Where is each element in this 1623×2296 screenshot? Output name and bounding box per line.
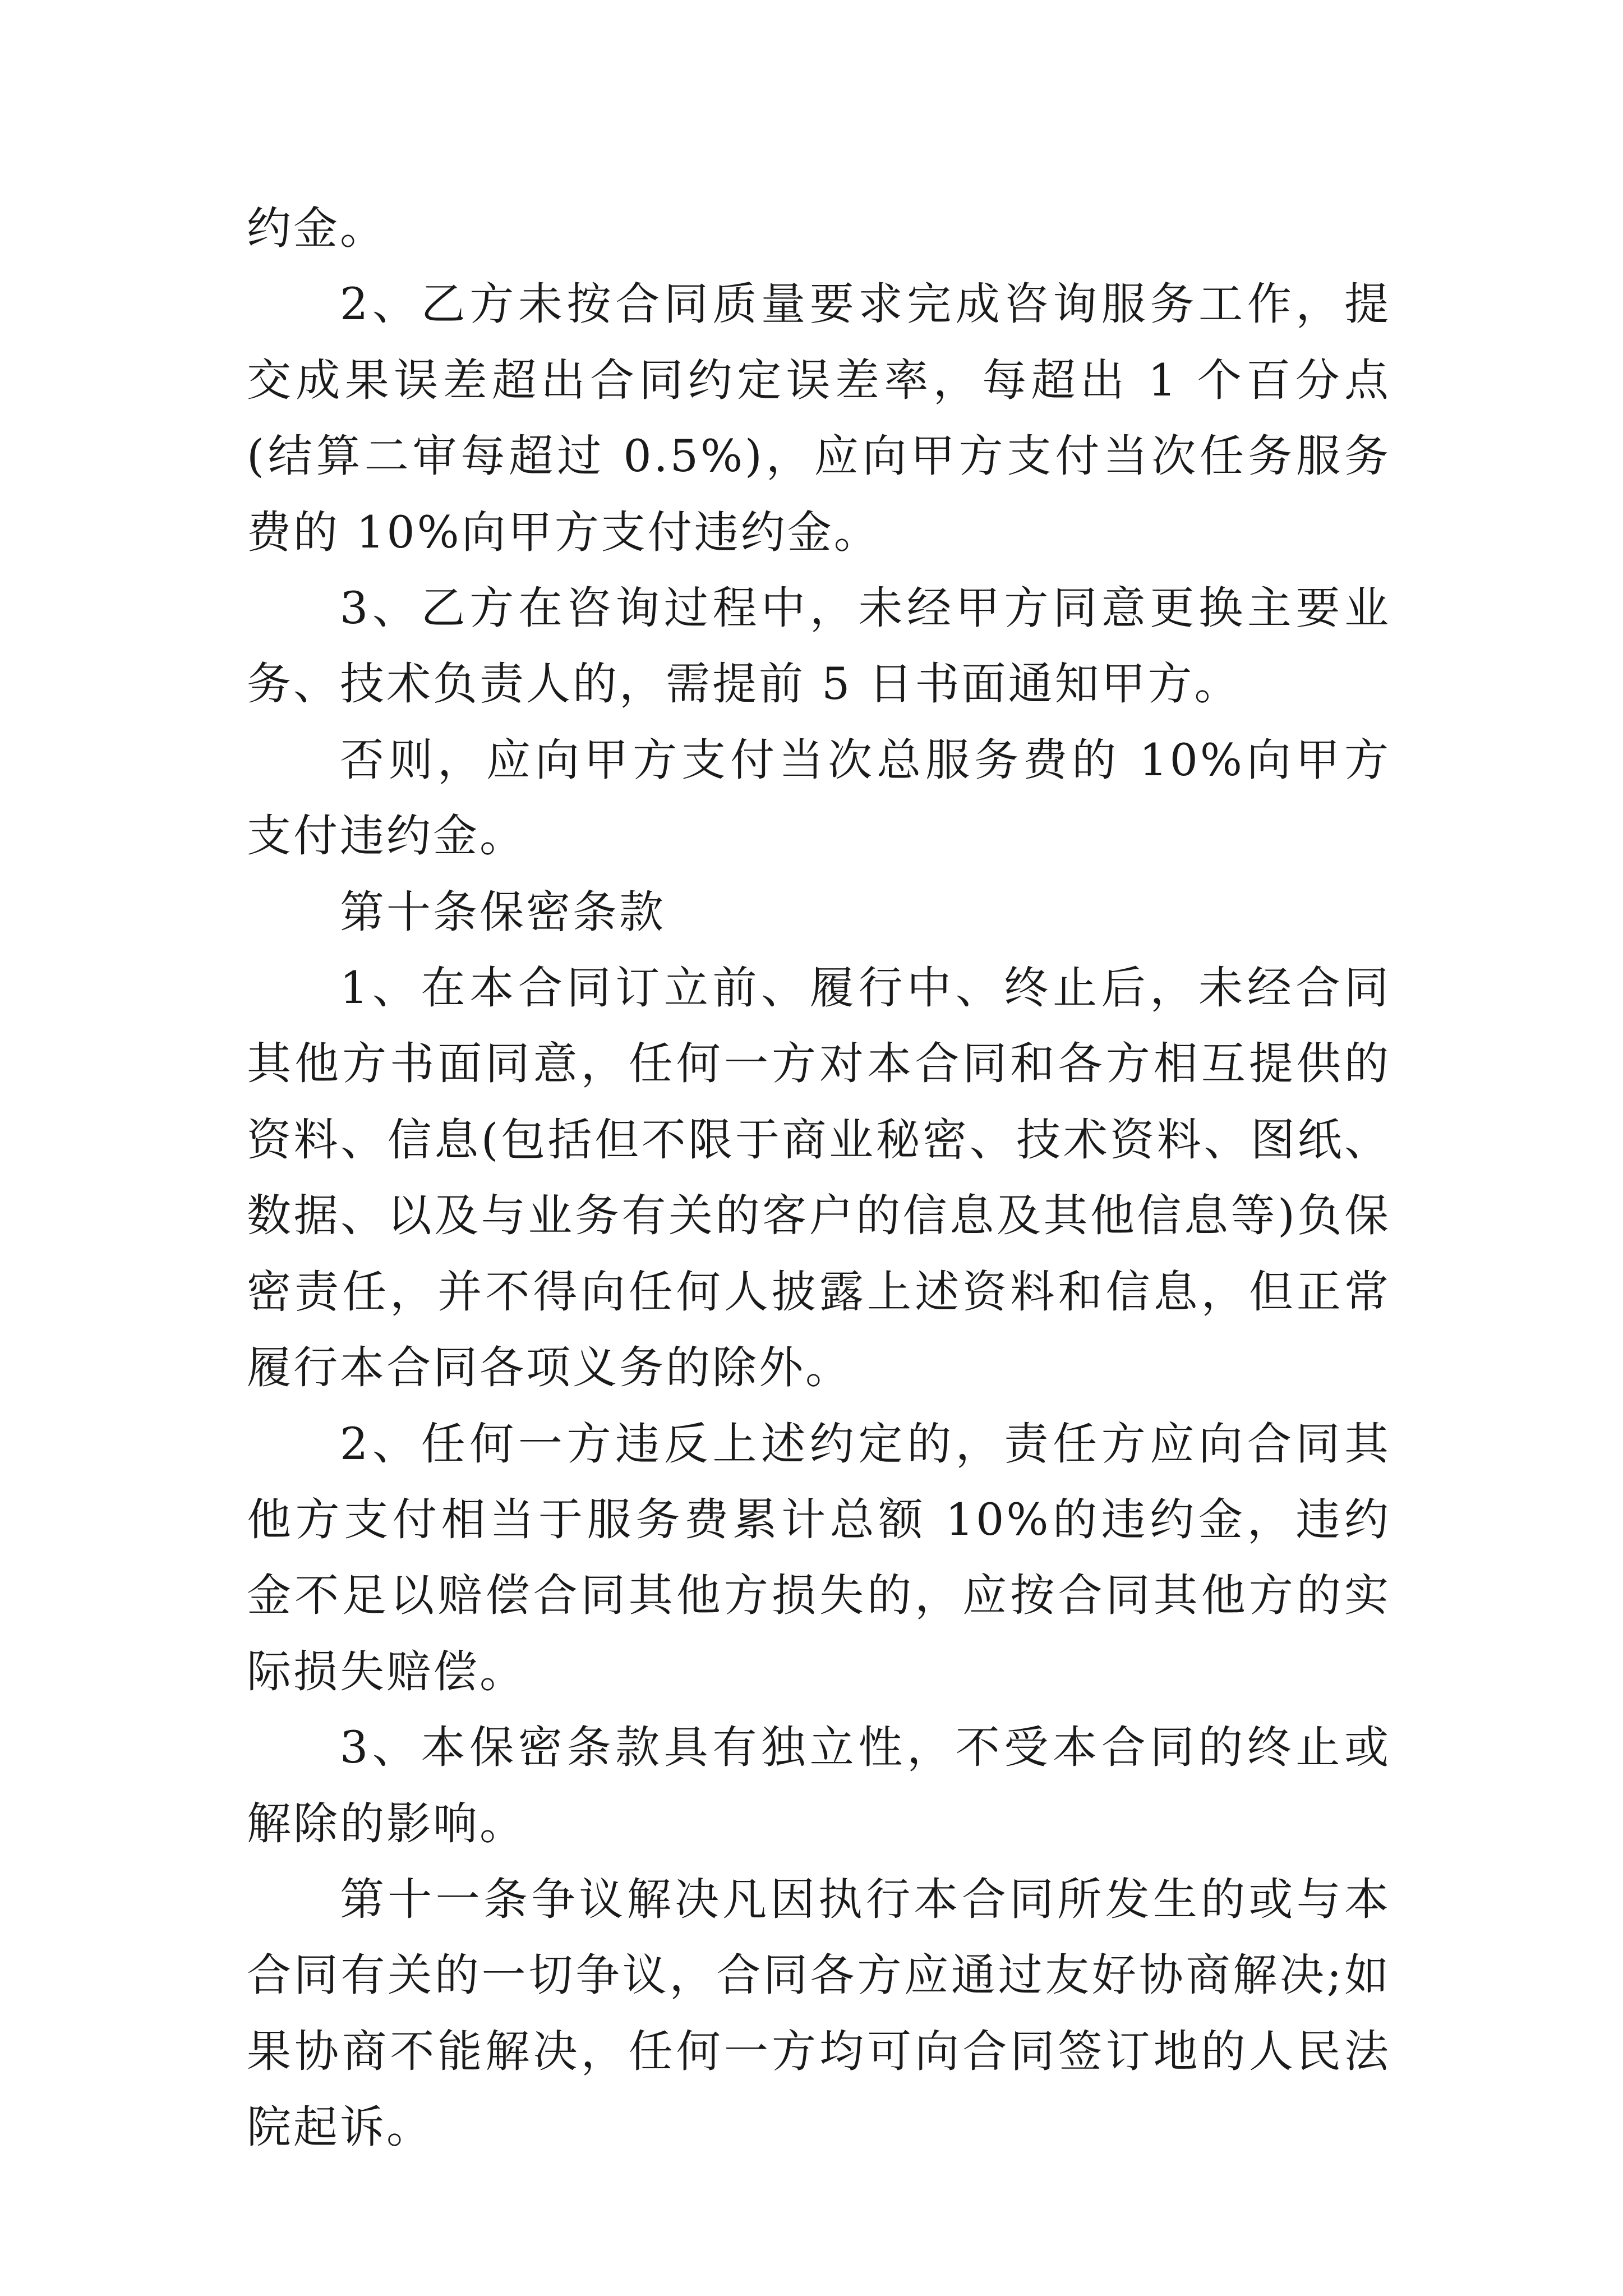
paragraph-article-11-dispute: 第十一条争议解决凡因执行本合同所发生的或与本合同有关的一切争议，合同各方应通过友好协商解决;如果协商不能解决，任何一方均可向合同签订地的人民法院起诉。 [247, 1873, 1391, 2154]
paragraph-clause-3-personnel: 3、乙方在咨询过程中，未经甲方同意更换主要业务、技术负责人的，需提前 5 日书面通知甲方。 [247, 582, 1391, 710]
paragraph-clause-2-quality: 2、乙方未按合同质量要求完成咨询服务工作，提交成果误差超出合同约定误差率，每超出 1 个百分点(结算二审每超过 0.5%)，应向甲方支付当次任务服务费的 10%向甲方支付违约金。 [247, 278, 1391, 558]
paragraph-confidentiality-3: 3、本保密条款具有独立性，不受本合同的终止或解除的影响。 [247, 1722, 1391, 1849]
paragraph-otherwise: 否则，应向甲方支付当次总服务费的 10%向甲方支付违约金。 [247, 734, 1391, 862]
paragraph-confidentiality-2: 2、任何一方违反上述约定的，责任方应向合同其他方支付相当于服务费累计总额 10%的违约金，违约金不足以赔偿合同其他方损失的，应按合同其他方的实际损失赔偿。 [247, 1418, 1391, 1697]
paragraph-confidentiality-1: 1、在本合同订立前、履行中、终止后，未经合同其他方书面同意，任何一方对本合同和各方相互提供的资料、信息(包括但不限于商业秘密、技术资料、图纸、数据、以及与业务有关的客户的信息及其他信息等)负保密责任，并不得向任何人披露上述资料和信息，但正常履行本合同各项义务的除外。 [247, 962, 1391, 1394]
paragraph-continuation: 约金。 [247, 203, 386, 254]
body-text [247, 191, 1391, 2166]
heading-article-10: 第十条保密条款 [340, 886, 666, 938]
